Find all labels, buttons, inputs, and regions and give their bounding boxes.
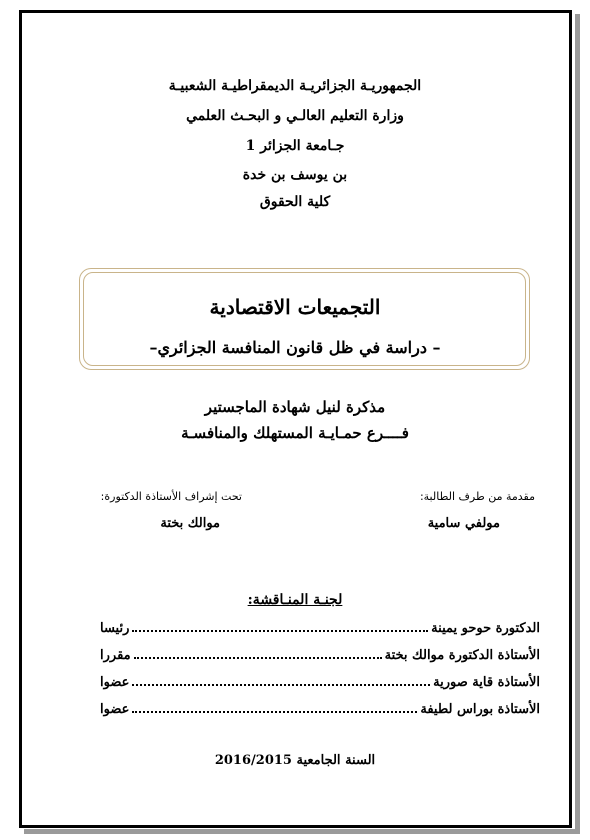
dotted-leader bbox=[132, 711, 417, 713]
committee-member-role: رئيسا bbox=[100, 621, 130, 636]
committee-member-name: الأستاذة الدكتورة موالك بختة bbox=[384, 648, 540, 663]
committee-row bbox=[100, 699, 540, 717]
committee-member-role: عضوا bbox=[100, 702, 130, 717]
student-name: مولفي سامية bbox=[427, 516, 500, 531]
committee-row bbox=[100, 672, 540, 690]
ministry-line: وزارة التعليم العالـي و البحـث العلمي bbox=[186, 108, 404, 124]
committee-member-role: مقررا bbox=[100, 648, 131, 663]
student-label: مقدمة من طرف الطالبة: bbox=[419, 490, 535, 503]
university-line: جـامعة الجزائر 1 bbox=[245, 138, 345, 154]
committee-row bbox=[100, 618, 540, 636]
campus-line: بن يوسف بن خدة bbox=[242, 167, 348, 183]
committee-member-name: الأستاذة قاية صورية bbox=[433, 675, 540, 690]
committee-heading: لجنـة المنـاقشة: bbox=[247, 592, 343, 608]
page-shadow-right bbox=[575, 14, 580, 832]
branch-line: فــــرع حمـايـة المستهلك والمنافسـة bbox=[181, 424, 409, 442]
dotted-leader bbox=[132, 684, 430, 686]
committee-member-name: الأستاذة بوراس لطيفة bbox=[420, 702, 540, 717]
committee-row bbox=[100, 645, 540, 663]
thesis-title: التجميعات الاقتصادية bbox=[209, 295, 381, 319]
republic-line: الجمهوريـة الجزائريـة الديمقراطيـة الشعبيـة bbox=[168, 78, 422, 94]
committee-member-name: الدكتورة حوحو يمينة bbox=[431, 621, 540, 636]
page-shadow-bottom bbox=[24, 829, 580, 834]
dotted-leader bbox=[134, 657, 382, 659]
committee-member-role: عضوا bbox=[100, 675, 130, 690]
degree-line: مذكرة لنيل شهادة الماجستير bbox=[204, 398, 386, 416]
supervisor-name: موالك بختة bbox=[160, 516, 220, 531]
faculty-line: كلية الحقوق bbox=[259, 194, 331, 210]
dotted-leader bbox=[132, 630, 428, 632]
academic-year: السنة الجامعية 2016/2015 bbox=[214, 753, 376, 768]
supervisor-label: تحت إشراف الأستاذة الدكتورة: bbox=[100, 490, 242, 503]
thesis-subtitle: – دراسة في ظل قانون المنافسة الجزائري– bbox=[149, 338, 441, 357]
